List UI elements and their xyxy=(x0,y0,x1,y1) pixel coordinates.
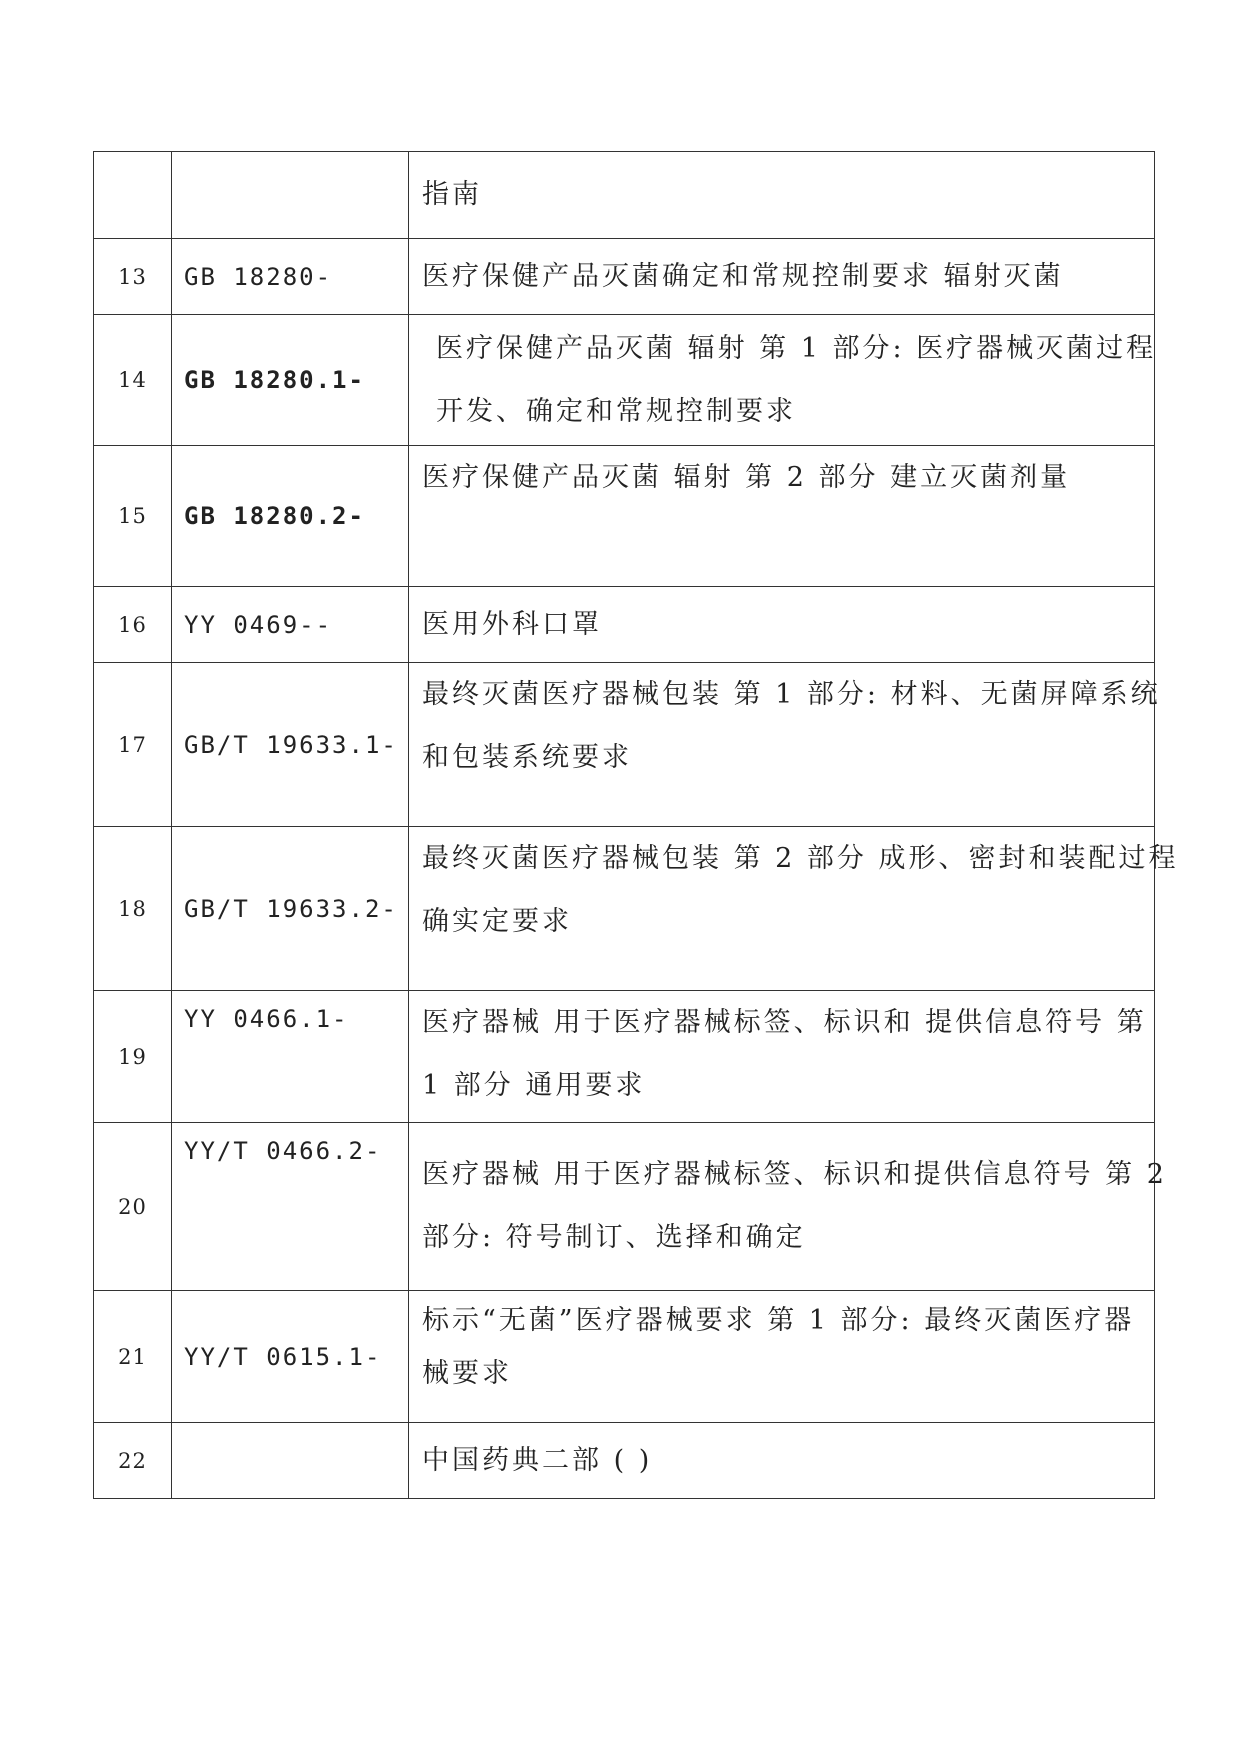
standard-code: YY/T 0615.1- xyxy=(172,1291,409,1423)
standard-code xyxy=(172,1423,409,1499)
table-row xyxy=(94,991,1155,1123)
standard-name xyxy=(409,1423,1155,1499)
standard-code: GB 18280.1- xyxy=(172,315,409,446)
row-number: 13 xyxy=(94,239,172,315)
standard-name xyxy=(409,827,1179,991)
standard-name-line: 最终灭菌医疗器械包装 第 1 部分: 材料、无菌屏障系统 xyxy=(422,679,1161,710)
row-number: 19 xyxy=(94,991,172,1123)
standard-name xyxy=(409,663,1161,827)
standard-code: GB 18280- xyxy=(172,239,409,315)
standard-name-line: 医疗器械 用于医疗器械标签、标识和 提供信息符号 第 xyxy=(422,1007,1147,1038)
standard-name-line: 标示“无菌”医疗器械要求 第 1 部分: 最终灭菌医疗器 xyxy=(422,1305,1135,1336)
standard-name-line: 指南 xyxy=(422,179,482,210)
standard-name xyxy=(409,1291,1155,1423)
standard-name-line: 部分: 符号制订、选择和确定 xyxy=(422,1222,806,1253)
row-number: 16 xyxy=(94,587,172,663)
standard-name xyxy=(409,1123,1167,1291)
standard-code xyxy=(172,152,409,239)
row-number xyxy=(94,152,172,239)
standard-name-line: 医疗保健产品灭菌确定和常规控制要求 辐射灭菌 xyxy=(422,260,1064,292)
standard-name-line: 医疗保健产品灭菌 辐射 第 2 部分 建立灭菌剂量 xyxy=(422,462,1071,493)
standard-name-line: 1 部分 通用要求 xyxy=(422,1070,646,1101)
row-number: 21 xyxy=(94,1291,172,1423)
table-row xyxy=(94,239,1155,315)
standard-code: YY 0466.1- xyxy=(172,991,409,1123)
standard-code: YY/T 0466.2- xyxy=(172,1123,409,1291)
table-row xyxy=(94,827,1155,991)
standard-code: GB/T 19633.1- xyxy=(172,663,409,827)
standard-name-line: 医疗器械 用于医疗器械标签、标识和提供信息符号 第 2 xyxy=(422,1159,1167,1190)
standard-name-line: 中国药典二部 ( ) xyxy=(422,1444,653,1476)
row-number: 17 xyxy=(94,663,172,827)
table-row xyxy=(94,315,1155,446)
table-row xyxy=(94,446,1155,587)
row-number: 15 xyxy=(94,446,172,587)
row-number: 14 xyxy=(94,315,172,446)
standard-code: GB 18280.2- xyxy=(172,446,409,587)
table-row xyxy=(94,152,1155,239)
standard-name xyxy=(409,446,1155,587)
table-row xyxy=(94,1291,1155,1423)
row-number: 22 xyxy=(94,1423,172,1499)
table-row xyxy=(94,1423,1155,1499)
standard-name xyxy=(409,239,1155,315)
standards-table xyxy=(93,151,1179,1499)
standard-name-line: 医用外科口罩 xyxy=(422,608,602,640)
standard-code: YY 0469-- xyxy=(172,587,409,663)
table-row xyxy=(94,663,1155,827)
row-number: 20 xyxy=(94,1123,172,1291)
table-row xyxy=(94,1123,1155,1291)
standard-name xyxy=(409,991,1155,1123)
standard-name xyxy=(409,315,1155,446)
standard-name-line: 械要求 xyxy=(422,1358,512,1389)
standard-name-line: 和包装系统要求 xyxy=(422,742,632,773)
standard-code: GB/T 19633.2- xyxy=(172,827,409,991)
row-number: 18 xyxy=(94,827,172,991)
standard-name-line: 确实定要求 xyxy=(422,906,572,937)
standard-name xyxy=(409,587,1155,663)
standard-name-line: 医疗保健产品灭菌 辐射 第 1 部分: 医疗器械灭菌过程 xyxy=(436,333,1157,364)
standard-name xyxy=(409,152,1155,239)
table-row xyxy=(94,587,1155,663)
standard-name-line: 开发、确定和常规控制要求 xyxy=(436,396,796,427)
standard-name-line: 最终灭菌医疗器械包装 第 2 部分 成形、密封和装配过程 xyxy=(422,843,1179,874)
